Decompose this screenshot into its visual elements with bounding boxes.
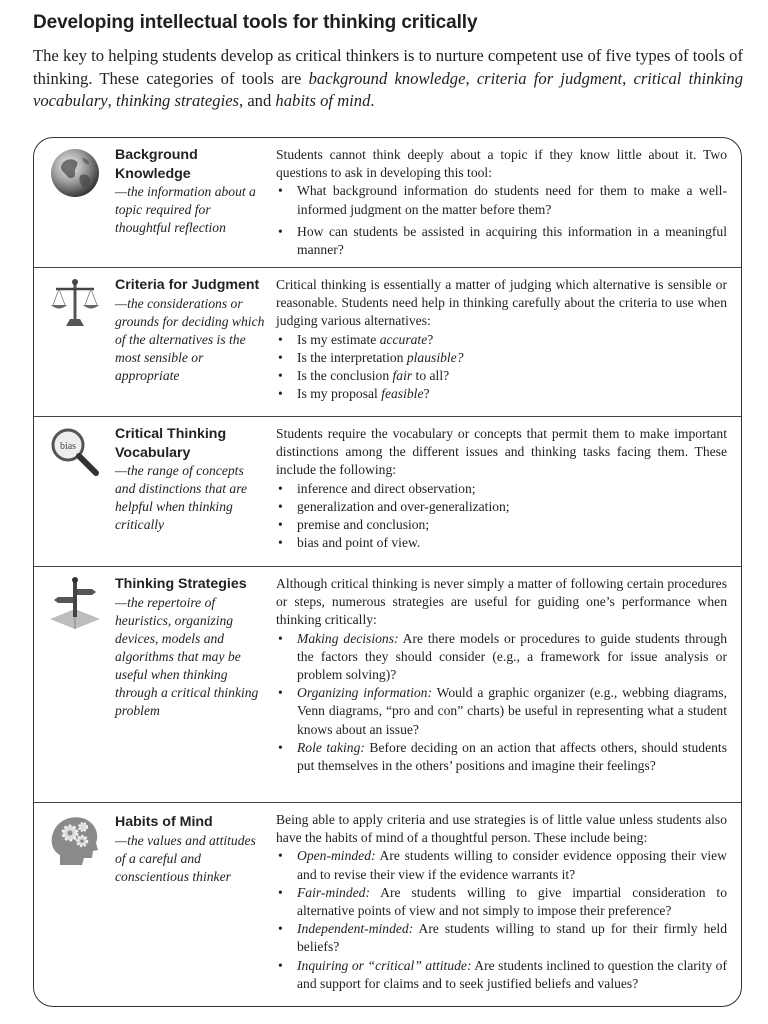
- list-item: [276, 847, 727, 883]
- intro-term: criteria for judgment: [476, 68, 623, 88]
- item-text: Are students willing to stand up for their firmly held beliefs?: [297, 921, 727, 955]
- tool-row-critical-thinking-vocabulary: [34, 416, 741, 567]
- tool-label: [115, 813, 265, 886]
- tool-row-background-knowledge: [34, 138, 741, 267]
- item-emphasis: Role taking:: [297, 739, 365, 755]
- item-text: Before deciding on an action that affects others, should students put themselves in the others’ positions and imagine their feelings?: [297, 739, 727, 774]
- list-item: [276, 349, 727, 367]
- item-emphasis: Independent-minded:: [297, 921, 414, 937]
- list-item: [276, 884, 727, 920]
- intro-separator: .: [370, 91, 375, 110]
- tool-description: [276, 425, 727, 552]
- tool-description: [276, 575, 727, 775]
- tool-intro: Students require the vocabulary or concepts that permit them to make important distinctions among the different issues and thinking tasks facing them. These include the following:: [276, 426, 727, 478]
- list-item: • premise and conclusion;: [276, 516, 727, 534]
- item-text: Would a graphic organizer (e.g., webbing diagrams, Venn diagrams, “pro and con” charts) be useful in representing what a student knows about an issue?: [297, 685, 727, 737]
- scales-icon: [48, 276, 102, 330]
- list-item: [276, 684, 727, 739]
- item-text: Is my proposal: [297, 386, 382, 402]
- tool-label: [115, 276, 265, 385]
- item-text: Is my estimate: [297, 331, 380, 347]
- list-item: • What background information do students need for them to make a well-informed judgment on the matter before them?: [276, 182, 727, 218]
- crossroads-signpost-icon: [48, 575, 102, 629]
- item-emphasis: fair: [392, 368, 413, 384]
- globe-icon: [48, 146, 102, 200]
- item-text: Are students willing to consider evidence opposing their view and to revise their view if the evidence warrants it?: [297, 848, 727, 882]
- tool-definition: —the range of concepts and distinctions that are helpful when thinking critically: [115, 463, 248, 532]
- item-text: Is the conclusion: [297, 368, 393, 384]
- intro-separator: ,: [622, 68, 634, 88]
- intro-text: The key to helping students develop as critical thinkers is to nurture competent use of five types of tools of thinking. These categories of tools are: [33, 46, 743, 88]
- tool-intro: Being able to apply criteria and use strategies is of little value unless students also have the habits of mind of a thoughtful person. These include being:: [276, 812, 727, 846]
- item-emphasis: Fair-minded:: [297, 884, 370, 900]
- item-text: Are students inclined to question the clarity of and support for claims and to seek justified beliefs and values?: [297, 957, 728, 991]
- tool-row-habits-of-mind: [34, 802, 741, 1007]
- tool-description: [276, 276, 727, 403]
- page-heading: Developing intellectual tools for thinking critically: [33, 12, 478, 33]
- tool-definition: —the considerations or grounds for deciding which of the alternatives is the most sensible or appropriate: [115, 295, 265, 383]
- list-item: • generalization and over-generalization;: [276, 498, 727, 516]
- habits-list: [276, 847, 727, 993]
- tool-intro: Although critical thinking is never simply a matter of following certain procedures or steps, numerous strategies are useful for guiding one’s performance when thinking critically:: [276, 576, 727, 628]
- vocabulary-list: [276, 480, 727, 553]
- tool-intro: Students cannot think deeply about a topic if they know little about it. Two questions to ask in developing this tool:: [276, 147, 727, 181]
- tools-table: [33, 137, 742, 1007]
- tool-definition: —the repertoire of heuristics, organizing devices, models and algorithms that may be useful when thinking through a critical thinking problem: [115, 594, 259, 718]
- item-emphasis: feasible: [381, 386, 424, 402]
- item-text: Are there models or procedures to guide students through the factors they should consider (e.g., a framework for issue analysis or problem solving)?: [297, 630, 727, 683]
- item-text: ?: [427, 331, 434, 347]
- tool-title: Background Knowledge: [115, 147, 198, 182]
- tool-definition: —the values and attitudes of a careful and conscientious thinker: [115, 832, 256, 884]
- list-item: • How can students be assisted in acquiring this information in a meaningful manner?: [276, 223, 727, 259]
- list-item: • bias and point of view.: [276, 534, 727, 552]
- intro-term: background knowledge: [308, 68, 466, 88]
- tool-title: Criteria for Judgment: [115, 277, 260, 293]
- tool-label: [115, 146, 265, 237]
- intro-term: critical thinking vocabulary: [33, 68, 743, 110]
- list-item: [276, 367, 727, 385]
- magnifier-icon: [48, 425, 102, 479]
- item-emphasis: Open-minded:: [297, 848, 376, 864]
- tool-intro: Critical thinking is essentially a matter of judging which alternative is sensible or reasonable. Students need help in thinking carefully about the criteria to use when judging various alternatives:: [276, 277, 727, 329]
- item-emphasis: accurate: [379, 331, 428, 347]
- item-text: to all?: [412, 368, 450, 384]
- tool-label: [115, 575, 265, 720]
- item-text: Are students willing to give impartial consideration to alternative points of view and not simply to impose their preference?: [297, 884, 727, 919]
- tool-description: [276, 146, 727, 259]
- question-list: [276, 182, 727, 259]
- tool-definition: —the information about a topic required for thoughtful reflection: [115, 184, 256, 235]
- criteria-list: [276, 331, 727, 404]
- tool-title: Habits of Mind: [115, 814, 213, 830]
- intro-separator: ,: [465, 68, 477, 88]
- tool-title: Thinking Strategies: [115, 576, 247, 592]
- magnifier-word: bias: [59, 441, 77, 452]
- intro-paragraph: [33, 45, 743, 113]
- intro-term: thinking strategies: [115, 91, 240, 110]
- intro-separator: ,: [107, 91, 116, 110]
- tool-title: Critical Thinking Vocabulary: [115, 426, 227, 461]
- list-item: [276, 385, 727, 403]
- list-item: • inference and direct observation;: [276, 480, 727, 498]
- tool-row-thinking-strategies: [34, 566, 741, 803]
- tool-row-criteria-for-judgment: [34, 267, 741, 417]
- item-text: Is the interpretation: [297, 349, 407, 365]
- intro-term: habits of mind: [275, 91, 371, 110]
- strategies-list: [276, 630, 727, 776]
- list-item: [276, 920, 727, 956]
- list-item: [276, 630, 727, 685]
- item-text: ?: [423, 386, 430, 402]
- item-emphasis: Making decisions:: [297, 630, 399, 646]
- item-emphasis: Inquiring or “critical” attitude:: [297, 957, 472, 973]
- intro-separator: , and: [239, 91, 276, 110]
- tool-description: [276, 811, 727, 993]
- list-item: [276, 957, 727, 993]
- list-item: [276, 331, 727, 349]
- item-emphasis: Organizing information:: [297, 685, 432, 701]
- head-gears-icon: [48, 813, 102, 867]
- item-emphasis: plausible?: [406, 349, 464, 365]
- list-item: [276, 739, 727, 775]
- tool-label: [115, 425, 265, 534]
